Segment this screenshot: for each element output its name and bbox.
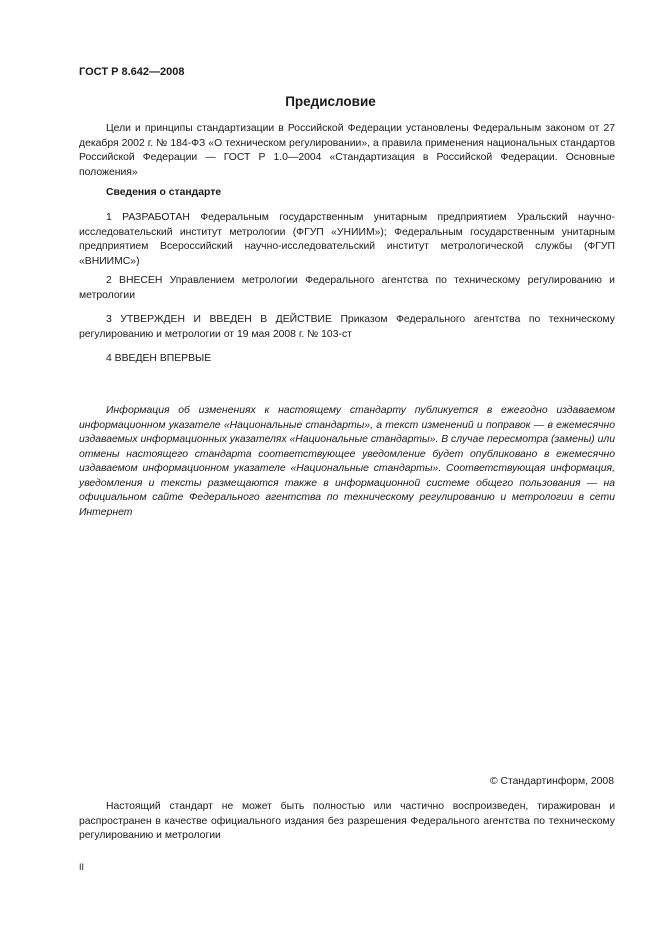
changes-notice-block — [79, 404, 615, 520]
standard-info-item: 1 РАЗРАБОТАН Федеральным государственным унитарным предприятием Уральский научно-исследовательский институт метрологии (ФГУП «УНИИМ»); Федеральным государственным унитарным предприятием Всероссийский научно-исследовательский институт метрологической службы (ФГУП «ВНИИМС») — [79, 212, 615, 267]
standard-info-heading: Сведения о стандарте — [106, 187, 222, 198]
intro-paragraph: Цели и принципы стандартизации в Российской Федерации установлены Федеральным законом от 27 декабря 2002 г. № 184-ФЗ «О техническом регулировании», а правила применения национальных стандартов Российской Федерации — ГОСТ Р 1.0—2004 «Стандартизация в Российской Федерации. Основные положения» — [79, 123, 615, 178]
standard-info-item: 3 УТВЕРЖДЕН И ВВЕДЕН В ДЕЙСТВИЕ Приказом Федерального агентства по техническому регулированию и метрологии от 19 мая 2008 г. № 103-ст — [79, 314, 615, 340]
reproduction-notice-block — [79, 800, 615, 844]
reproduction-notice: Настоящий стандарт не может быть полностью или частично воспроизведен, тиражирован и распространен в качестве официального издания без разрешения Федерального агентства по техническому регулированию и метрологии — [79, 801, 615, 841]
changes-notice: Информация об изменениях к настоящему стандарту публикуется в ежегодно издаваемом информационном указателе «Национальные стандарты», а текст изменений и поправок — в ежемесячно издаваемых информационных указателях «Национальные стандарты». В случае пересмотра (замены) или отмены настоящего стандарта соответствующее уведомление будет опубликовано в ежемесячно издаваемом информационном указателе «Национальные стандарты». Соответствующая информация, уведомления и тексты размещаются также в информационной системе общего пользования — на официальном сайте Федерального агентства по техническому регулированию и метрологии в сети Интернет — [79, 405, 615, 518]
standard-info-item: 2 ВНЕСЕН Управлением метрологии Федерального агентства по техническому регулированию и метрологии — [79, 275, 615, 301]
standard-code: ГОСТ Р 8.642—2008 — [79, 66, 185, 78]
standard-info-item-3-block — [79, 313, 615, 342]
standard-info-item: 4 ВВЕДЕН ВПЕРВЫЕ — [106, 353, 212, 364]
intro-section — [79, 122, 615, 180]
copyright-line: © Стандартинформ, 2008 — [489, 776, 614, 787]
standard-info-item-1-block — [79, 211, 615, 269]
standard-info-item-2-block — [79, 274, 615, 303]
standard-info-item-4-block — [79, 352, 615, 367]
page-title: Предисловие — [285, 94, 376, 109]
page-number: II — [79, 862, 85, 872]
standard-info-heading-block — [79, 186, 615, 201]
